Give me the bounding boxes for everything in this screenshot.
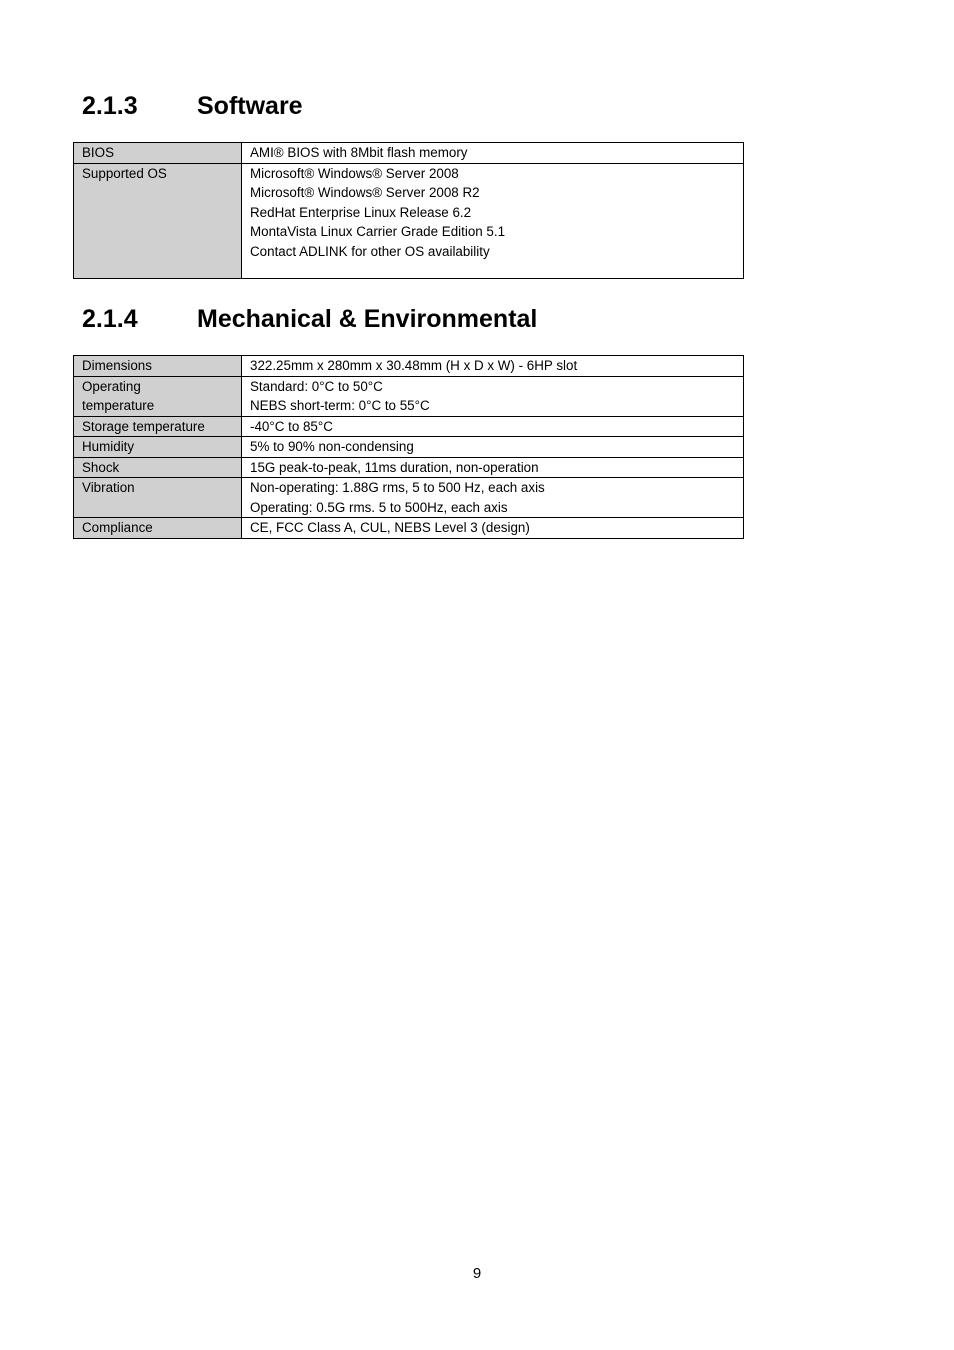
row-label-storage-temperature: Storage temperature: [74, 416, 242, 437]
table-row: [74, 518, 744, 539]
row-value-humidity: 5% to 90% non-condensing: [242, 437, 744, 458]
row-label-operating-temperature: Operating temperature: [74, 376, 242, 416]
row-value-supported-os: Microsoft® Windows® Server 2008 Microsoft® Windows® Server 2008 R2 RedHat Enterprise Linux Release 6.2 MontaVista Linux Carrier Grade Edition 5.1 Contact ADLINK for other OS availability: [242, 163, 744, 279]
section-title: Software: [197, 92, 303, 120]
section-heading-software: [82, 94, 303, 119]
row-label-compliance: Compliance: [74, 518, 242, 539]
row-value-operating-temperature: Standard: 0°C to 50°C NEBS short-term: 0°C to 55°C: [242, 376, 744, 416]
row-label-dimensions: Dimensions: [74, 356, 242, 377]
row-label-shock: Shock: [74, 457, 242, 478]
row-value-vibration: Non-operating: 1.88G rms, 5 to 500 Hz, each axis Operating: 0.5G rms. 5 to 500Hz, each axis: [242, 478, 744, 518]
section-number: 2.1.3: [82, 92, 138, 120]
table-row: [74, 376, 744, 416]
section-title: Mechanical & Environmental: [197, 305, 538, 333]
row-value-storage-temperature: -40°C to 85°C: [242, 416, 744, 437]
table-row: [74, 437, 744, 458]
row-value-bios: AMI® BIOS with 8Mbit flash memory: [242, 143, 744, 164]
row-value-dimensions: 322.25mm x 280mm x 30.48mm (H x D x W) - 6HP slot: [242, 356, 744, 377]
table-row: [74, 457, 744, 478]
table-row: [74, 163, 744, 279]
table-row: [74, 356, 744, 377]
mechanical-spec-table: [73, 355, 744, 539]
software-spec-table: [73, 142, 744, 279]
row-label-vibration: Vibration: [74, 478, 242, 518]
section-heading-mechanical-environmental: [82, 307, 537, 332]
row-value-compliance: CE, FCC Class A, CUL, NEBS Level 3 (design): [242, 518, 744, 539]
row-value-shock: 15G peak-to-peak, 11ms duration, non-operation: [242, 457, 744, 478]
page-number: 9: [472, 1265, 482, 1282]
row-label-humidity: Humidity: [74, 437, 242, 458]
table-row: [74, 416, 744, 437]
section-number: 2.1.4: [82, 305, 138, 333]
table-row: [74, 143, 744, 164]
row-label-supported-os: Supported OS: [74, 163, 242, 279]
row-label-bios: BIOS: [74, 143, 242, 164]
table-row: [74, 478, 744, 518]
